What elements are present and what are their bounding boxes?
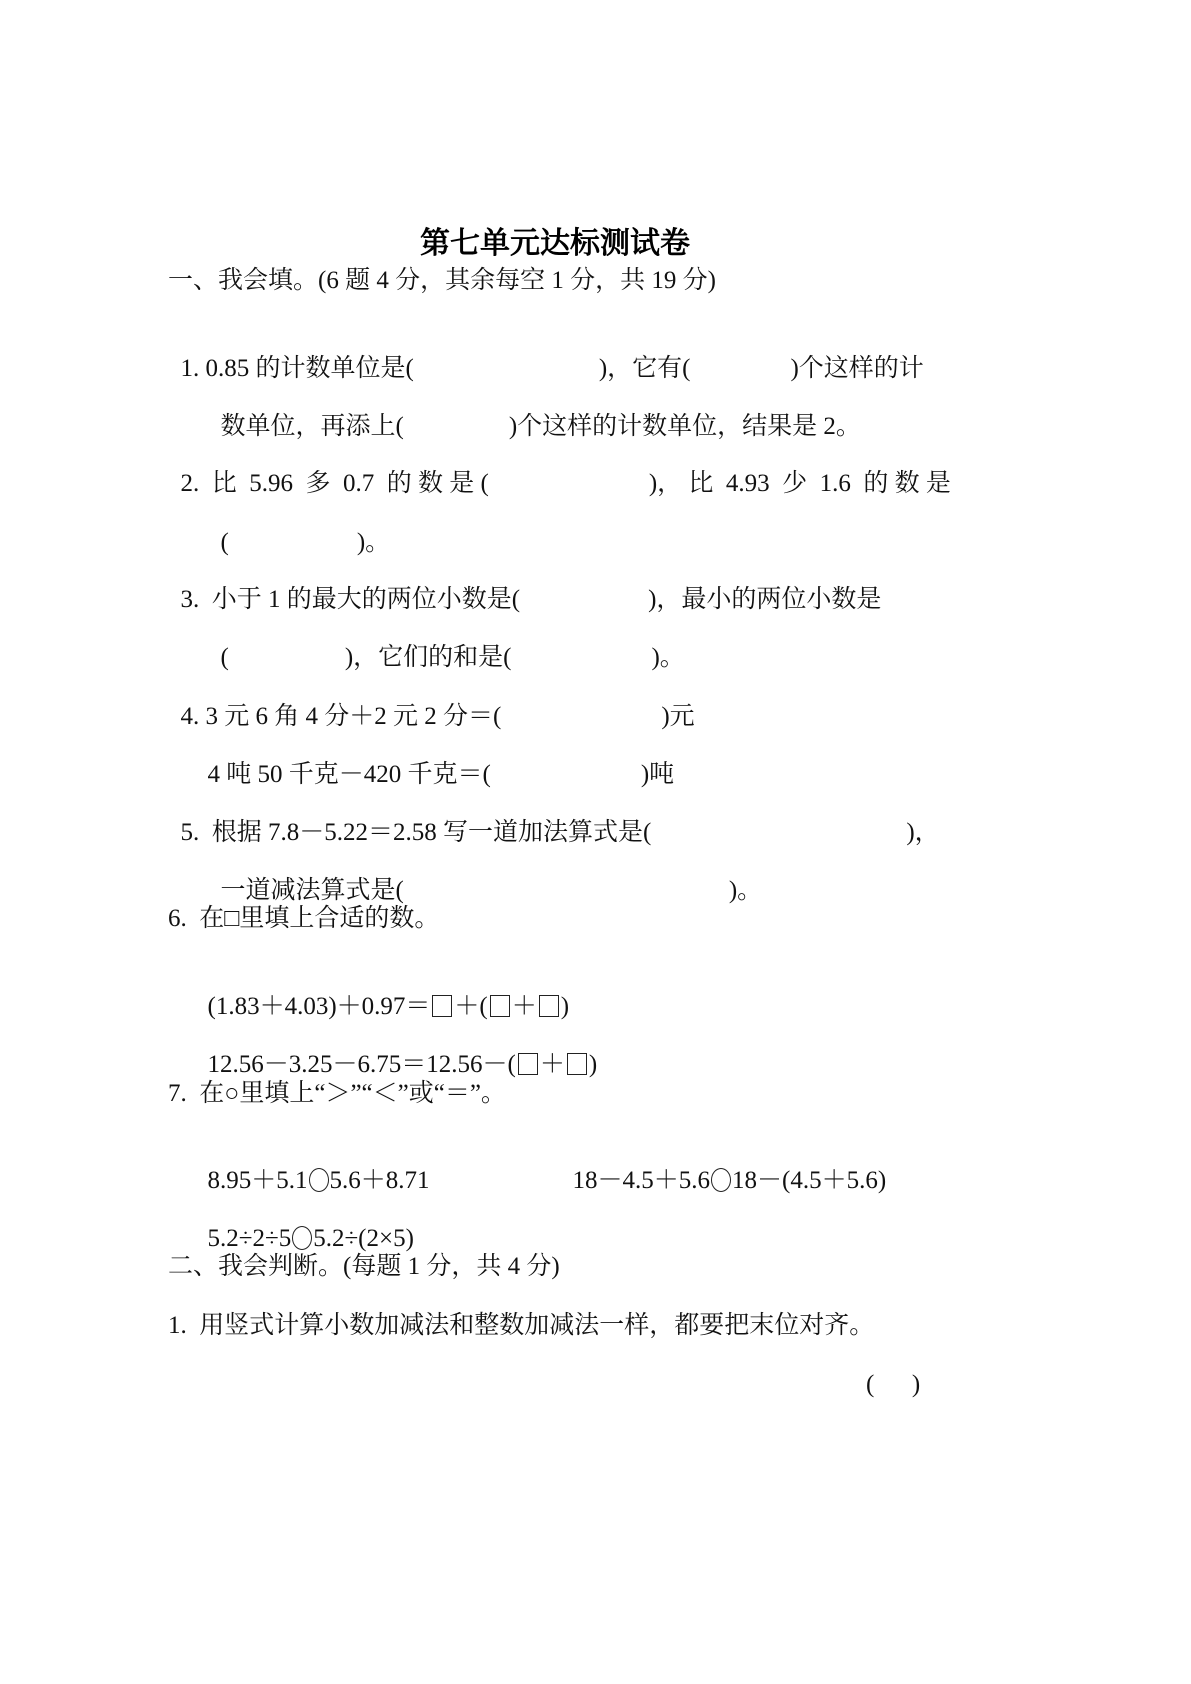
q2-text-c: (	[220, 529, 229, 556]
q6-eq2-text-b: ＋	[539, 1051, 565, 1078]
q1-text-a: 1. 0.85 的计数单位是(	[180, 355, 414, 382]
q2-text-b: )， 比 4.93 少 1.6 的 数 是	[648, 470, 951, 497]
q2-text-a: 2. 比 5.96 多 0.7 的 数 是 (	[180, 470, 489, 497]
q5-text-b: )，	[906, 819, 940, 846]
q3-text-b: )，最小的两位小数是	[648, 586, 882, 613]
q5-text-a: 5. 根据 7.8－5.22＝2.58 写一道加法算式是(	[180, 819, 652, 846]
s2-q1-text: 1. 用竖式计算小数加减法和整数加减法一样，都要把末位对齐。	[168, 1312, 875, 1339]
q3-text-a: 3. 小于 1 的最大的两位小数是(	[180, 586, 521, 613]
compare-circle[interactable]	[711, 1168, 731, 1192]
q1-text-c: )个这样的计	[790, 355, 924, 382]
answer-box[interactable]	[432, 995, 452, 1017]
q6-eq1-text-d: )	[560, 993, 570, 1020]
s2-q1-answer-paren[interactable]: ( )	[866, 1371, 921, 1398]
q4-line2	[195, 730, 674, 790]
q2-text-d: )。	[356, 529, 391, 556]
q7-c3-left: 5.2÷2÷5	[207, 1225, 292, 1252]
q7-c3-right: 5.2÷(2×5)	[313, 1225, 414, 1252]
q1-line2	[208, 382, 861, 442]
q6-eq1-text-a: (1.83＋4.03)＋0.97＝	[207, 993, 431, 1020]
q4-text-b: )元	[661, 703, 695, 730]
q6-eq2-text-c: )	[588, 1051, 598, 1078]
answer-box[interactable]	[518, 1053, 538, 1075]
compare-circle[interactable]	[292, 1226, 312, 1250]
answer-box[interactable]	[567, 1053, 587, 1075]
q3-line1	[168, 555, 881, 615]
q7-prompt: 7. 在○里填上“＞”“＜”或“＝”。	[168, 1080, 506, 1107]
q6-eq2-text-a: 12.56－3.25－6.75＝12.56－(	[207, 1051, 516, 1078]
q3-line2	[208, 613, 685, 673]
q6-eq1-text-b: ＋(	[454, 993, 488, 1020]
q3-text-d: )，它们的和是(	[344, 644, 512, 671]
section-1-heading: 一、我会填。(6 题 4 分，其余每空 1 分，共 19 分)	[168, 267, 716, 294]
compare-circle[interactable]	[309, 1168, 329, 1192]
q5-line2	[208, 846, 762, 906]
q2-line1	[168, 439, 951, 499]
q5-line1	[168, 788, 940, 848]
q7-compare-1	[195, 1136, 430, 1196]
page-title: 第七单元达标测试卷	[420, 226, 690, 261]
q7-compare-3	[195, 1194, 414, 1254]
q2-line2	[208, 498, 390, 558]
q7-c1-left: 8.95＋5.1	[207, 1167, 308, 1194]
q7-c1-right: 5.6＋8.71	[329, 1167, 430, 1194]
q3-text-e: )。	[651, 644, 685, 671]
q1-text-b: )，它有(	[598, 355, 691, 382]
q1-text-d: 数单位，再添上(	[220, 413, 404, 440]
q3-text-c: (	[220, 644, 229, 671]
q4-text-a: 4. 3 元 6 角 4 分＋2 元 2 分＝(	[180, 703, 502, 730]
q5-text-d: )。	[728, 877, 763, 904]
q1-text-e: )个这样的计数单位，结果是 2。	[508, 413, 861, 440]
q7-compare-2	[560, 1136, 886, 1196]
q7-c2-right: 18－(4.5＋5.6)	[732, 1167, 887, 1194]
section-2-heading: 二、我会判断。(每题 1 分，共 4 分)	[168, 1253, 560, 1280]
answer-box[interactable]	[490, 995, 510, 1017]
q4-text-d: )吨	[640, 761, 675, 788]
q1-line1	[168, 324, 924, 384]
answer-box[interactable]	[539, 995, 559, 1017]
q4-text-c: 4 吨 50 千克－420 千克＝(	[207, 761, 491, 788]
q6-eq1-text-c: ＋	[511, 993, 537, 1020]
q7-c2-left: 18－4.5＋5.6	[572, 1167, 711, 1194]
q6-prompt: 6. 在□里填上合适的数。	[168, 905, 440, 932]
q6-eq2	[195, 1020, 597, 1080]
q5-text-c: 一道减法算式是(	[220, 877, 404, 904]
q6-eq1	[195, 962, 569, 1022]
q4-line1	[168, 672, 695, 732]
